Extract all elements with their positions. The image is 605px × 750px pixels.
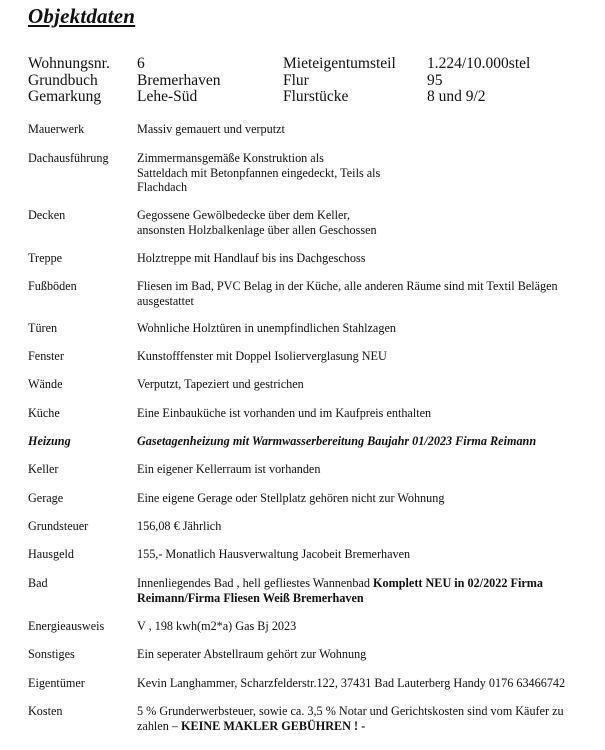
detail-value: Zimmermansgemäße Konstruktion als Satteldach mit Betonpfannen eingedeckt, Teils als Flachdach	[137, 151, 381, 194]
detail-label: Keller	[28, 462, 59, 476]
detail-label: Dachausführung	[28, 151, 109, 165]
detail-value: Ein eigener Kellerraum ist vorhanden	[137, 462, 321, 476]
detail-label: Küche	[28, 406, 60, 420]
detail-value: Wohnliche Holztüren in unempfindlichen Stahlzagen	[137, 321, 396, 335]
summary-label: Grundbuch	[28, 71, 98, 89]
detail-label: Energieausweis	[28, 619, 105, 633]
summary-value: Lehe-Süd	[137, 88, 198, 105]
page-title: Objektdaten	[28, 4, 136, 28]
detail-value: 156,08 € Jährlich	[137, 519, 222, 533]
summary-label: Wohnungsnr.	[28, 55, 110, 72]
summary-label: Flur	[283, 71, 309, 89]
summary-value: Bremerhaven	[137, 71, 221, 89]
detail-label: Grundsteuer	[28, 519, 89, 533]
detail-label: Bad	[28, 576, 48, 590]
detail-value: Ein seperater Abstellraum gehört zur Wohnung	[137, 647, 367, 661]
detail-value: Holztreppe mit Handlauf bis ins Dachgeschoss	[137, 251, 366, 265]
detail-label: Gerage	[28, 491, 64, 505]
detail-value: V , 198 kwh(m2*a) Gas Bj 2023	[137, 619, 297, 633]
detail-value: Eine Einbauküche ist vorhanden und im Kaufpreis enthalten	[137, 406, 432, 420]
detail-label: Wände	[28, 377, 63, 391]
summary-value: 1.224/10.000stel	[427, 55, 531, 72]
detail-value: Kevin Langhammer, Scharzfelderstr.122, 37431 Bad Lauterberg Handy 0176 63466742	[137, 676, 566, 690]
detail-value: Kunstofffenster mit Doppel Isolierverglasung NEU	[137, 349, 387, 363]
detail-label: Kosten	[28, 704, 63, 718]
detail-value: Massiv gemauert und verputzt	[137, 122, 285, 136]
emphasis-text: KEINE MAKLER GEBÜHREN ! -	[181, 718, 366, 733]
detail-value: Eine eigene Gerage oder Stellplatz gehören nicht zur Wohnung	[137, 491, 445, 505]
detail-label: Decken	[28, 208, 66, 222]
detail-value: Gasetagenheizung mit Warmwasserbereitung Baujahr 01/2023 Firma Reimann	[137, 434, 537, 448]
summary-value: 95	[427, 71, 443, 89]
summary-label: Gemarkung	[28, 88, 102, 105]
detail-label: Eigentümer	[28, 676, 85, 690]
detail-label: Fenster	[28, 349, 64, 363]
summary-label: Flurstücke	[283, 88, 349, 105]
summary-value: 6	[137, 55, 145, 72]
summary-value: 8 und 9/2	[427, 88, 486, 105]
detail-value: 155,- Monatlich Hausverwaltung Jacobeit Bremerhaven	[137, 547, 411, 561]
detail-label: Fußböden	[28, 279, 77, 293]
detail-label: Treppe	[28, 251, 63, 265]
detail-value: 5 % Grunderwerbsteuer, sowie ca. 3,5 % Notar und Gerichtskosten sind vom Käufer zu zahlen – KEINE MAKLER GEBÜHREN ! -	[137, 704, 564, 733]
detail-label: Hausgeld	[28, 547, 75, 561]
detail-value: Fliesen im Bad, PVC Belag in der Küche, alle anderen Räume sind mit Textil Belägen ausgestattet	[137, 279, 558, 308]
detail-label: Mauerwerk	[28, 122, 85, 136]
detail-label: Türen	[28, 321, 58, 335]
detail-value: Innenliegendes Bad , hell gefliestes Wannenbad Komplett NEU in 02/2022 Firma Reimann/Firma Fliesen Weiß Bremerhaven	[137, 576, 543, 605]
detail-value: Gegossene Gewölbedecke über dem Keller, ansonsten Holzbalkenlage über allen Geschossen	[137, 208, 377, 237]
detail-value: Verputzt, Tapeziert und gestrichen	[137, 377, 304, 391]
detail-label: Sonstiges	[28, 647, 75, 661]
detail-label: Heizung	[28, 434, 71, 448]
emphasis-text: Komplett NEU in 02/2022 Firma Reimann/Firma Fliesen Weiß Bremerhaven	[137, 576, 543, 605]
summary-label: Mieteigentumsteil	[283, 55, 396, 72]
